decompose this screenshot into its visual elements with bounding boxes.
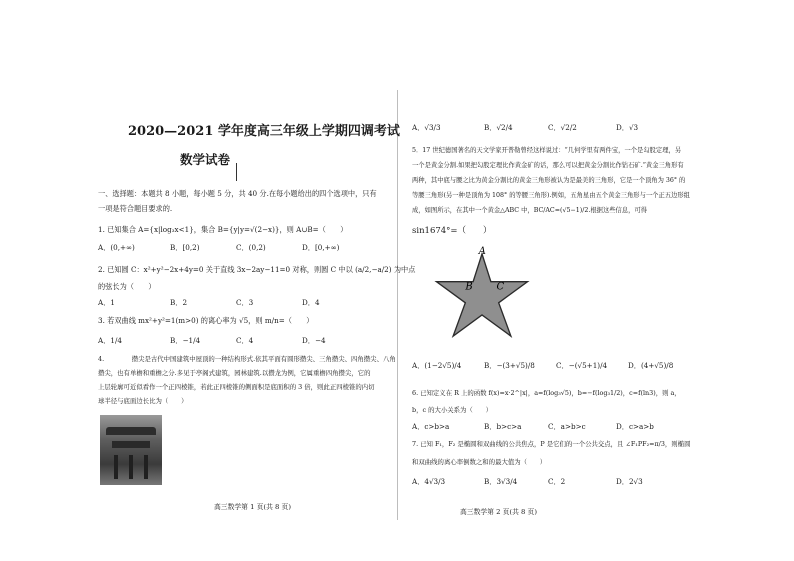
q4-option-c: C．√2/2 xyxy=(548,123,577,132)
q5-option-c: C．−(√5+1)/4 xyxy=(556,361,608,370)
q7-option-c: C．2 xyxy=(548,477,566,486)
q1-option-b: B．[0,2) xyxy=(170,243,200,252)
exam-subtitle: 数学试卷 xyxy=(180,152,231,167)
q2-stem-2: 的弦长为（ ） xyxy=(98,282,156,291)
q1-option-c: C．(0,2) xyxy=(236,243,266,252)
q6-stem-1: 6. 已知定义在 R 上的函数 f(x)=x·2^|x|，a=f(log₃√5)，b=−f(log₃1/2)，c=f(ln3)，则 a， xyxy=(412,389,681,397)
left-page-footer: 高三数学第 1 页(共 8 页) xyxy=(214,503,291,511)
instructions-line-2: 一项是符合题目要求的. xyxy=(98,204,173,213)
q7-option-d: D．2√3 xyxy=(616,477,643,486)
cursor-mark xyxy=(236,163,237,181)
q3-option-d: D．−4 xyxy=(302,336,326,345)
q5-stem-4: 等腰三角形(另一种是顶角为 108° 的等腰三角形).例如，五角星由五个黄金三角形与一个正五边形组 xyxy=(412,192,690,199)
instructions-line-1: 一、选择题：本题共 8 小题，每小题 5 分，共 40 分.在每小题给出的四个选项中，只有 xyxy=(98,189,377,198)
q2-option-b: B．2 xyxy=(170,298,188,307)
exam-title: 2020—2021 学年度高三年级上学期四调考试 xyxy=(128,124,400,139)
q1-stem: 1. 已知集合 A={x|log₃x<1}，集合 B={y|y=√(2−x)}，则 A∪B=（ ） xyxy=(98,225,348,234)
star-shape xyxy=(436,254,527,336)
q6-option-c: C．a>b>c xyxy=(548,422,586,431)
q4-option-a: A．√3/3 xyxy=(412,123,441,132)
q7-stem-2: 和双曲线的离心率倒数之和的最大值为（ ） xyxy=(412,458,547,466)
star-label-c: C xyxy=(496,281,505,293)
q4-option-b: B．√2/4 xyxy=(484,123,513,132)
five-point-star-figure xyxy=(432,240,532,350)
q5-expression: sin1674°=（ ） xyxy=(412,226,492,236)
q4-stem-3: 上层轮廓可近似看作一个正四棱锥，若此正四棱锥的侧面积是底面积的 3 倍，则此正四棱锥的内切 xyxy=(98,383,375,391)
q3-option-a: A．1/4 xyxy=(98,336,122,345)
q1-option-d: D．[0,+∞) xyxy=(302,243,340,252)
q2-option-d: D．4 xyxy=(302,298,320,307)
q5-option-a: A．(1−2√5)/4 xyxy=(412,361,462,370)
q6-stem-2: b，c 的大小关系为（ ） xyxy=(412,406,492,414)
q4-stem-1: 4. 攒尖是古代中国建筑中屋顶的一种结构形式.依其平面有圆形攒尖、三角攒尖、四角攒尖、八角 xyxy=(98,355,396,363)
q7-option-a: A．4√3/3 xyxy=(412,477,446,486)
q3-option-c: C．4 xyxy=(236,336,254,345)
q5-option-b: B．−(3+√5)/8 xyxy=(484,361,535,370)
star-label-a: A xyxy=(478,245,486,257)
q4-option-d: D．√3 xyxy=(616,123,639,132)
q5-option-d: D．(4+√5)/8 xyxy=(628,361,674,370)
pavilion-photo xyxy=(100,415,162,485)
q5-stem-2: 一个是黄金分割.如果把勾股定理比作黄金矿的话，那么可以把黄金分割比作钻石矿.”黄金三角形有 xyxy=(412,162,684,169)
q5-stem-5: 成，如图所示，在其中一个黄金△ABC 中，BC/AC=(√5−1)/2.根据这些信息，可得 xyxy=(412,207,648,214)
q2-stem-1: 2. 已知圆 C：x²+y²−2x+4y=0 关于直线 3x−2ay−11=0 对称，则圆 C 中以 (a/2,−a/2) 为中点 xyxy=(98,265,416,274)
star-label-b: B xyxy=(465,281,473,293)
q7-option-b: B．3√3/4 xyxy=(484,477,518,486)
q4-stem-4: 球半径与底面边长比为（ ） xyxy=(98,397,188,405)
q6-option-b: B．b>c>a xyxy=(484,422,522,431)
q5-stem-1: 5．17 世纪德国著名的天文学家开普勒曾经这样说过：“几何学里有两件宝，一个是勾股定理，另 xyxy=(412,147,682,154)
q6-option-d: D．c>a>b xyxy=(616,422,654,431)
q5-stem-3: 两种，其中底与腰之比为黄金分割比的黄金三角形被认为是最美的三角形，它是一个顶角为 36° 的 xyxy=(412,177,686,184)
q1-option-a: A．(0,+∞) xyxy=(98,243,135,252)
q3-option-b: B．−1/4 xyxy=(170,336,201,345)
right-page-footer: 高三数学第 2 页(共 8 页) xyxy=(460,508,537,516)
q3-stem: 3. 若双曲线 mx²+y²=1(m>0) 的离心率为 √5，则 m/n=（ ） xyxy=(98,316,314,325)
q7-stem-1: 7. 已知 F₁，F₂ 是椭圆和双曲线的公共焦点，P 是它们的一个公共交点，且 ∠F₁PF₂=π/3，则椭圆 xyxy=(412,440,691,448)
q2-option-a: A．1 xyxy=(98,298,115,307)
q6-option-a: A．c>b>a xyxy=(412,422,450,431)
q4-stem-2: 攒尖，也有单檐和重檐之分.多见于亭阁式建筑，园林建筑.以攒龙为例，它属重檐四角攒尖，它的 xyxy=(98,369,371,377)
q2-option-c: C．3 xyxy=(236,298,254,307)
